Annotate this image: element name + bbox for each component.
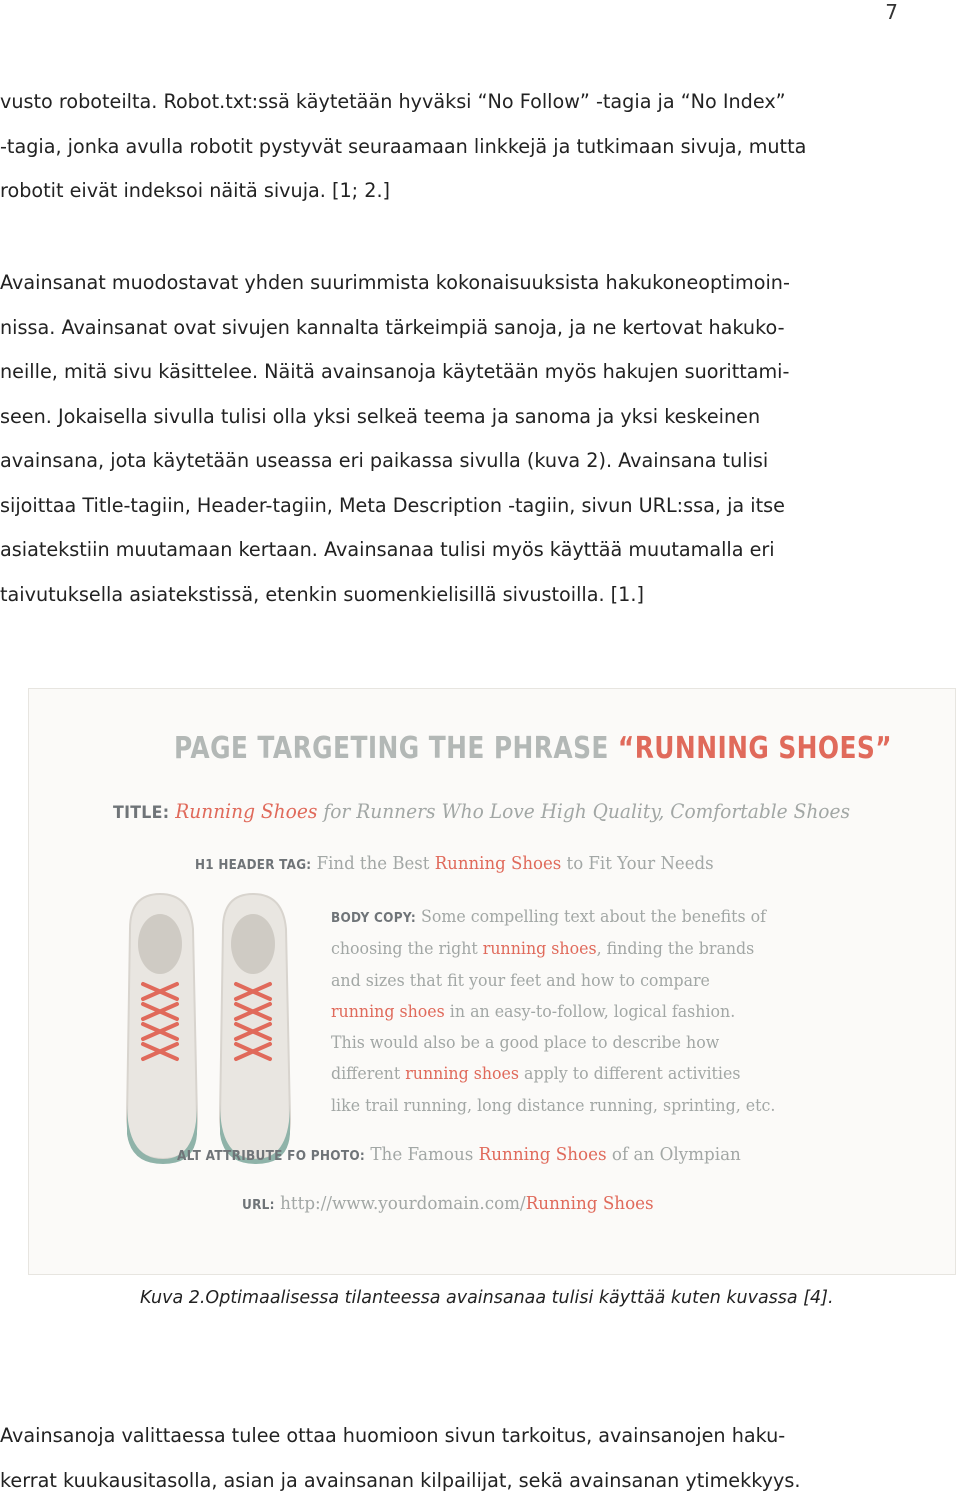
h1-text-pre: Find the Best <box>311 853 435 874</box>
keyword-highlight: running shoes <box>331 1001 445 1022</box>
keyword-highlight: running shoes <box>405 1064 520 1085</box>
figure-body-copy <box>331 902 871 1122</box>
figure-title-row <box>113 799 850 823</box>
left-shoe-icon <box>127 894 197 1164</box>
figure-url-row <box>242 1193 654 1214</box>
text-line: avainsana, jota käytetään useassa eri paikassa sivulla (kuva 2). Avainsana tulisi <box>0 449 769 472</box>
text-line: seen. Jokaisella sivulla tulisi olla yksi selkeä teema ja sanoma ja yksi keskeinen <box>0 404 761 428</box>
figure-alt-row <box>177 1144 741 1165</box>
figure-running-shoes-infographic <box>28 688 956 1275</box>
body-text: different <box>331 1064 406 1085</box>
title-label: TITLE: <box>113 803 170 823</box>
keyword-highlight: Running Shoes <box>175 799 318 823</box>
text-line: vusto roboteilta. Robot.txt:ssä käytetään hyväksi “No Follow” -tagia ja “No Index” <box>0 90 786 113</box>
body-copy-line: and sizes that fit your feet and how to compare <box>331 970 710 991</box>
body-text: choosing the right <box>331 939 483 960</box>
keyword-highlight: running shoes <box>482 939 597 960</box>
h1-text-post: to Fit Your Needs <box>561 853 714 874</box>
body-copy-label: BODY COPY: <box>331 911 416 926</box>
text-line: Avainsanoja valittaessa tulee ottaa huomioon sivun tarkoitus, avainsanojen haku- <box>0 1424 786 1447</box>
text-line: asiatekstiin muutamaan kertaan. Avainsanaa tulisi myös käyttää muutamalla eri <box>0 538 775 561</box>
title-text: for Runners Who Love High Quality, Comfortable Shoes <box>317 799 851 823</box>
right-shoe-icon <box>220 894 290 1164</box>
keyword-highlight: Running Shoes <box>478 1144 607 1165</box>
text-line: Avainsanat muodostavat yhden suurimmista kokonaisuuksista hakukoneoptimoin- <box>0 271 790 294</box>
body-copy-line <box>331 934 833 965</box>
paragraph-robots <box>0 80 920 214</box>
url-text: http://www.yourdomain.com/ <box>274 1193 526 1214</box>
body-text: apply to different activities <box>519 1064 741 1085</box>
running-shoes-illustration <box>115 889 305 1169</box>
figure-caption: Kuva 2.Optimaalisessa tilanteessa avainsanaa tulisi käyttää kuten kuvassa [4]. <box>140 1288 834 1308</box>
paragraph-keywords <box>0 261 920 617</box>
h1-label: H1 HEADER TAG: <box>195 858 312 873</box>
alt-text-post: of an Olympian <box>606 1144 741 1165</box>
text-line: kerrat kuukausitasolla, asian ja avainsanan kilpailijat, sekä avainsanan ytimekkyys. <box>0 1469 801 1492</box>
text-line: robotit eivät indeksoi näitä sivuja. [1; 2.] <box>0 179 391 202</box>
body-copy-line <box>331 902 833 934</box>
figure-heading-phrase: “RUNNING SHOES” <box>617 731 893 766</box>
paragraph-keyword-selection <box>0 1413 920 1503</box>
text-line: nissa. Avainsanat ovat sivujen kannalta tärkeimpiä sanoja, ja ne kertovat hakuko- <box>0 315 785 339</box>
body-copy-line: like trail running, long distance running, sprinting, etc. <box>331 1095 776 1116</box>
alt-text-pre: The Famous <box>365 1144 479 1165</box>
text-line: -tagia, jonka avulla robotit pystyvät seuraamaan linkkejä ja tutkimaan sivuja, mutta <box>0 134 807 158</box>
body-text: in an easy-to-follow, logical fashion. <box>444 1001 736 1022</box>
url-label: URL: <box>242 1198 275 1213</box>
body-copy-line <box>331 1059 833 1090</box>
body-text: Some compelling text about the benefits of <box>415 907 767 927</box>
figure-heading <box>174 731 892 766</box>
text-line: neille, mitä sivu käsittelee. Näitä avainsanoja käytetään myös hakujen suorittami- <box>0 360 790 383</box>
keyword-highlight: Running Shoes <box>525 1193 654 1214</box>
body-text: , finding the brands <box>596 939 755 960</box>
keyword-highlight: Running Shoes <box>434 853 562 874</box>
figure-h1-row <box>195 853 714 874</box>
alt-label: ALT ATTRIBUTE FO PHOTO: <box>177 1149 366 1164</box>
body-copy-line <box>331 997 833 1028</box>
page-number: 7 <box>885 0 898 24</box>
body-copy-line: This would also be a good place to describe how <box>331 1033 720 1054</box>
text-line: taivutuksella asiatekstissä, etenkin suomenkielisillä sivustoilla. [1.] <box>0 582 644 606</box>
figure-heading-prefix: PAGE TARGETING THE PHRASE <box>174 731 618 766</box>
text-line: sijoittaa Title-tagiin, Header-tagiin, Meta Description -tagiin, sivun URL:ssa, ja itse <box>0 493 785 517</box>
